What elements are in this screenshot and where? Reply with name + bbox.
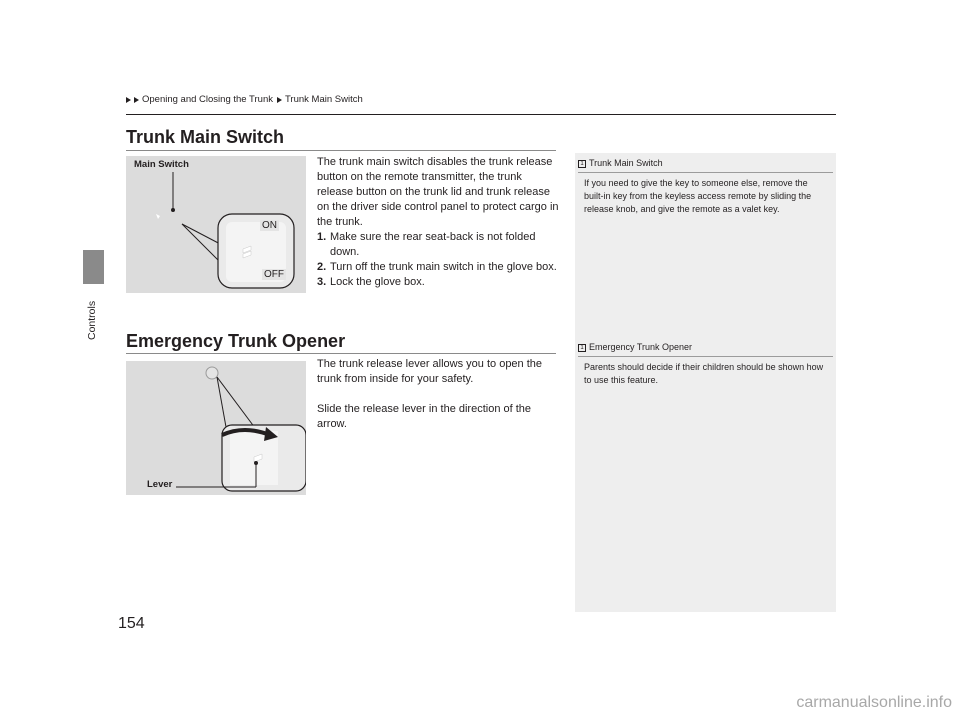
sidebar-tab-marker [83, 250, 104, 284]
note-title: 1 Trunk Main Switch [578, 157, 833, 173]
breadcrumb [126, 94, 363, 105]
step-item: 1. Make sure the rear seat-back is not folded down. [317, 231, 536, 258]
note-marker-icon: 1 [578, 160, 586, 168]
sidebar-section-label: Controls [86, 300, 98, 340]
breadcrumb-arrow-icon [134, 97, 139, 103]
lever-illustration [126, 361, 306, 495]
breadcrumb-arrow-icon [277, 97, 282, 103]
main-switch-figure [126, 156, 306, 293]
lever-callout-label: Lever [147, 479, 173, 490]
switch-on-label: ON [262, 220, 277, 231]
section2-instruction: Slide the release lever in the direction of the arrow. [317, 403, 532, 430]
main-switch-callout-label: Main Switch [134, 159, 189, 170]
section1-body [317, 155, 560, 290]
watermark-text: carmanualsonline.info [796, 694, 952, 711]
section-title-rule [126, 150, 556, 151]
note-title: 1 Emergency Trunk Opener [578, 341, 833, 357]
breadcrumb-item-trunk-main-switch[interactable]: Trunk Main Switch [284, 94, 363, 105]
step-item: 3. Lock the glove box. [317, 276, 425, 288]
section-title-emergency-trunk-opener: Emergency Trunk Opener [126, 331, 346, 351]
note-trunk-main-switch [581, 157, 829, 216]
note-marker-icon: 1 [578, 344, 586, 352]
breadcrumb-arrow-icon [126, 97, 131, 103]
section2-body [317, 357, 560, 432]
page-number: 154 [118, 615, 145, 632]
section-title-rule [126, 353, 556, 354]
switch-off-label: OFF [264, 269, 284, 280]
section-title-trunk-main-switch: Trunk Main Switch [126, 127, 285, 147]
note-emergency-trunk-opener [581, 341, 829, 387]
header-rule [126, 114, 836, 115]
section2-intro: The trunk release lever allows you to open the trunk from inside for your safety. [317, 358, 543, 385]
breadcrumb-item-opening-closing[interactable]: Opening and Closing the Trunk [142, 94, 273, 105]
section1-intro: The trunk main switch disables the trunk release button on the remote transmitter, the trunk release button on the trunk lid and trunk release on the driver side control panel to protect cargo in the trunk. [317, 156, 559, 228]
lever-figure [126, 361, 306, 495]
note-text: Parents should decide if their children should be shown how to use this feature. [584, 362, 824, 385]
note-text: If you need to give the key to someone else, remove the built-in key from the keyless access remote by sliding the release knob, and give the remote as a valet key. [584, 178, 812, 214]
step-item: 2. Turn off the trunk main switch in the glove box. [317, 261, 557, 273]
